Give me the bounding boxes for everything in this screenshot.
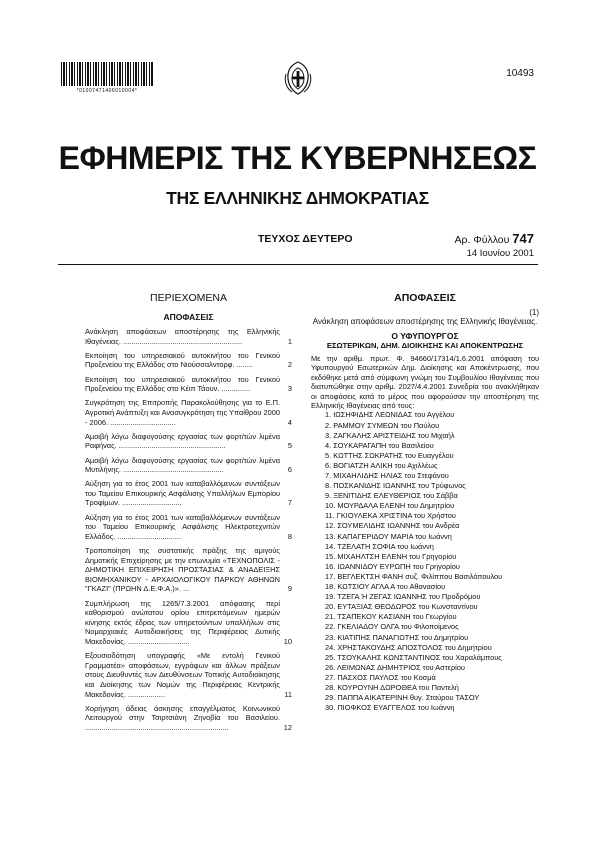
toc-entry-number: 3 bbox=[287, 384, 292, 394]
toc-entry-number: 5 bbox=[287, 441, 292, 451]
toc-entry-number: 4 bbox=[287, 417, 292, 427]
toc-entry-text: Εξουσιοδότηση υπογραφής «Με εντολή Γενικού Γραμματέα» αποφάσεων, εγγράφων και άλλων πράξεων στους Διευθυντές των Διευθύνσεων Τοπικής Αυτοδιοίκησης και Διοίκησης των Νομών της Περιφέρειας Κεντρικής Μακεδονίας. .................. bbox=[85, 651, 280, 699]
header-divider bbox=[58, 264, 538, 265]
list-item: 14. ΤΖΕΛΑΤΗ ΣΟΦΙΑ του Ιωάννη bbox=[325, 541, 434, 551]
toc-entry bbox=[85, 704, 292, 733]
issue-series: ΤΕΥΧΟΣ ΔΕΥΤΕΡΟ bbox=[258, 233, 353, 245]
toc-entry-text: Τροποποίηση της συστατικής πράξης της αμιγούς Δημοτικής Επιχείρησης με την επωνυμία «ΤΕΧΝΟΠΟΛΙΣ - ΔΗΜΟΤΙΚΗ ΕΠΙΧΕΙΡΗΣΗ ΠΡΟΣΤΑΣΙΑΣ & ΑΝΑΔΕΙΞΗΣ ΒΙΟΜΗΧΑΝΙΚΟΥ - ΑΡΧΑΙΟΛΟΓΙΚΟΥ ΠΑΡΚΟΥ ΑΘΗΝΩΝ "ΓΚΑΖΙ" (ΠΡΩΗΝ Δ.Ε.Φ.Α.)». ... bbox=[85, 546, 280, 594]
toc-entry bbox=[85, 651, 292, 699]
toc-entry bbox=[85, 546, 292, 594]
names-list bbox=[311, 410, 539, 713]
list-item: 21. ΤΣΑΠΕΚΟΥ ΚΑΣΙΑΝΗ του Γεωργίου bbox=[325, 612, 457, 622]
list-item: 30. ΠΙΟΦΚΟΣ ΕΥΑΓΓΕΛΟΣ του Ιωάννη bbox=[325, 703, 455, 713]
toc-entry-number: 2 bbox=[287, 360, 292, 370]
list-item: 13. ΚΑΠΑΓΕΡΙΔΟΥ ΜΑΡΙΑ του Ιωάννη bbox=[325, 531, 452, 541]
toc-entry-text: Αύξηση για το έτος 2001 των καταβαλλόμενων συντάξεων του Ταμείου Επικουρικής Ασφάλισης Υπαλλήλων Εμπορίου Τροφίμων. ............................. bbox=[85, 479, 280, 508]
list-item: 9. ΞΕΝΙΤΙΔΗΣ ΕΛΕΥΘΕΡΙΟΣ του Σάββα bbox=[325, 491, 458, 501]
list-item: 27. ΠΑΣΧΟΣ ΠΑΥΛΟΣ του Κοσμά bbox=[325, 672, 436, 682]
list-item: 28. ΚΟΥΡΟΥΝΗ ΔΩΡΟΘΕΑ του Παντελή bbox=[325, 682, 459, 692]
list-item: 17. ΒΕΓΛΕΚΤΣΗ ΦΑΝΗ συζ. Φιλίππου Βασιλόπουλου bbox=[325, 571, 503, 581]
list-item: 8. ΠΟΣΚΑΝΙΔΗΣ ΙΩΑΝΝΗΣ του Τρύφωνος bbox=[325, 481, 466, 491]
list-item: 16. ΙΩΑΝΝΙΔΟΥ ΕΥΡΩΠΗ του Γρηγορίου bbox=[325, 561, 460, 571]
list-item: 25. ΤΣΟΥΚΑΛΗΣ ΚΩΝΣΤΑΝΤΙΝΟΣ του Χαραλάμπους bbox=[325, 652, 502, 662]
list-item: 15. ΜΙΧΑΗΛΤΣΗ ΕΛΕΝΗ του Γρηγορίου bbox=[325, 551, 457, 561]
list-item: 29. ΠΑΠΠΑ ΑΙΚΑΤΕΡΙΝΗ θυγ. Σταύρου ΤΑΣΟΥ bbox=[325, 693, 480, 703]
barcode-number: *01007471406010004* bbox=[76, 88, 138, 94]
sheet-number-label: Αρ. Φύλλου bbox=[454, 234, 510, 246]
list-item: 4. ΣΟΥΚΑΡΑΓΑΠΗ του Βασιλείου bbox=[325, 440, 434, 450]
toc-entry-text: Εκποίηση του υπηρεσιακού αυτοκινήτου του Γενικού Προξενείου της Ελλάδος στο Νιούσσαλντορφ. ........ bbox=[85, 350, 280, 370]
toc-entry-text: Αύξηση για το έτος 2001 των καταβαλλόμενων συντάξεων του Ταμείου Επικουρικής Ασφάλισης Ηλεκτροτεχνιτών Ελλάδος. ............................... bbox=[85, 512, 280, 541]
sheet-number-value: 747 bbox=[512, 231, 534, 246]
toc-entry bbox=[85, 351, 292, 370]
toc-entry-number: 6 bbox=[287, 465, 292, 475]
list-item: 23. ΚΙΑΤΙΠΗΣ ΠΑΝΑΓΙΩΤΗΣ του Δημητρίου bbox=[325, 632, 469, 642]
toc-section: ΑΠΟΦΑΣΕΙΣ bbox=[163, 312, 214, 322]
toc-entry bbox=[85, 456, 292, 475]
list-item: 26. ΛΕΙΜΩΝΑΣ ΔΗΜΗΤΡΙΟΣ του Αστερίου bbox=[325, 662, 465, 672]
list-item: 24. ΧΡΗΣΤΑΚΟΥΔΗΣ ΑΠΟΣΤΟΛΟΣ του Δημητρίου bbox=[325, 642, 492, 652]
greek-coat-of-arms-icon bbox=[282, 60, 314, 96]
toc-entry-number: 11 bbox=[284, 689, 292, 699]
list-item: 12. ΣΟΥΜΕΛΙΔΗΣ ΙΩΑΝΝΗΣ του Ανδρέα bbox=[325, 521, 460, 531]
toc-entry bbox=[85, 599, 292, 647]
toc-entry bbox=[85, 327, 292, 346]
minister-title: Ο ΥΦΥΠΟΥΡΓΟΣ bbox=[391, 331, 459, 341]
decisions-heading: ΑΠΟΦΑΣΕΙΣ bbox=[394, 292, 456, 304]
toc-entry bbox=[85, 513, 292, 542]
toc-entry bbox=[85, 432, 292, 451]
toc-entry-number: 1 bbox=[287, 336, 292, 346]
list-item: 10. ΜΟΥΡΔΑΛΑ ΕΛΕΝΗ του Δημητρίου bbox=[325, 501, 455, 511]
gazette-subtitle: ΤΗΣ ΕΛΛΗΝΙΚΗΣ ΔΗΜΟΚΡΑΤΙΑΣ bbox=[166, 188, 429, 208]
toc-entry-number: 7 bbox=[287, 498, 292, 508]
decisions-column bbox=[311, 292, 539, 713]
toc-entry bbox=[85, 375, 292, 394]
decision-paragraph: Με την αριθμ. πρωτ. Φ. 94660/17314/1.6.2001 απόφαση του Υφυπουργού Εσωτερικών Δημ. Διοίκησης και Αποκέντρωσης, που εκδόθηκε μετά από σύμφωνη γνώμη του Συμβουλίου Ιθαγένειας που διατυπώθηκε στην αριθμ. 2027/4.4.2001 Συνεδρία του ανακλήθηκαν οι αποφάσεις κατά το μέρος που αφορούσαν την αποστέρηση της Ελληνικής Ιθαγένειας από τους: bbox=[311, 354, 539, 411]
toc-entry bbox=[85, 398, 292, 427]
issue-date: 14 Ιουνίου 2001 bbox=[466, 248, 534, 259]
decision-ref: (1) bbox=[529, 308, 539, 317]
list-item: 5. ΚΩΤΤΗΣ ΣΩΚΡΑΤΗΣ του Ευαγγέλου bbox=[325, 450, 454, 460]
toc-entry-text: Αμοιβή λόγω διαφυγούσης εργασίας των φορτ/τών λιμένα Ραφήνας. .................................................... bbox=[85, 431, 280, 451]
decision-title: Ανάκληση αποφάσεων αποστέρησης της Ελληνικής Ιθαγένειας. bbox=[312, 317, 538, 326]
toc-list bbox=[85, 327, 292, 733]
list-item: 2. ΡΑΜΜΟΥ ΣΥΜΕΩΝ του Παύλου bbox=[325, 420, 440, 430]
toc-entry-number: 12 bbox=[283, 722, 292, 732]
list-item: 6. ΒΟΓΙΑΤΖΗ ΑΛΙΚΗ του Αχιλλέως bbox=[325, 460, 438, 470]
toc-entry-text: Ανάκληση αποφάσεων αποστέρησης της Ελληνικής Ιθαγένειας. .......................................................... bbox=[85, 327, 280, 346]
toc-entry-number: 10 bbox=[283, 636, 292, 646]
list-item: 3. ΖΑΓΚΑΛΗΣ ΑΡΙΣΤΕΙΔΗΣ του Μιχαήλ bbox=[325, 430, 455, 440]
barcode bbox=[61, 62, 153, 86]
list-item: 20. ΕΥΤΑΞΙΑΣ ΘΕΟΔΩΡΟΣ του Κωνσταντίνου bbox=[325, 602, 478, 612]
list-item: 7. ΜΙΧΑΗΛΙΔΗΣ ΗΛΙΑΣ του Στεφάνου bbox=[325, 471, 449, 480]
toc-entry bbox=[85, 479, 292, 508]
table-of-contents bbox=[85, 292, 292, 737]
list-item: 19. ΤΖΕΓΑ Ή ΖΕΓΑΣ ΙΩΑΝΝΗΣ του Προδρόμου bbox=[325, 592, 481, 602]
toc-entry-text: Αμοιβή λόγω διαφυγούσης εργασίας των φορτ/τών λιμένα Μυτιλήνης. ................................................. bbox=[85, 455, 280, 475]
toc-entry-number: 9 bbox=[287, 584, 292, 594]
list-item: 1. ΙΩΣΗΦΙΔΗΣ ΛΕΩΝΙΔΑΣ του Αγγέλου bbox=[325, 410, 455, 420]
gazette-title: ΕΦΗΜΕΡΙΣ ΤΗΣ ΚΥΒΕΡΝΗΣΕΩΣ bbox=[58, 140, 537, 176]
page-number: 10493 bbox=[506, 68, 534, 79]
toc-entry-number: 8 bbox=[287, 531, 292, 541]
toc-entry-text: Συμπλήρωση της 1265/7.3.2001 απόφασης περί καθορισμού ανώτατου ορίου επιτρεπόμενων ημερών κίνησης εκτός έδρας των υπηρετούντων υπαλλήλων στις Νομαρχιακές Αυτοδιοικήσεις της Περιφέρειας Δυτικής Μακεδονίας. .............................. bbox=[85, 598, 280, 646]
list-item: 18. ΚΩΤΣΙΟΥ ΑΓΛΑ Α του Αθανασίου bbox=[325, 582, 446, 592]
list-item: 11. ΓΚΙΟΥΛΕΚΑ ΧΡΙΣΤΙΝΑ του Χρήστου bbox=[325, 511, 456, 521]
toc-heading: ΠΕΡΙΕΧΟΜΕΝΑ bbox=[149, 292, 228, 304]
toc-entry-text: Χορήγηση άδειας άσκησης επαγγέλματος Κοινωνικού Λειτουργού στην Τσιρτσιάνη Ζηνοβία του Βασιλείου. ...................................................................... bbox=[85, 703, 280, 732]
sheet-number bbox=[455, 231, 534, 246]
toc-entry-text: Εκποίηση του υπηρεσιακού αυτοκινήτου του Γενικού Προξενείου της Ελλάδος στο Κέιπ Τάουν. .............. bbox=[85, 374, 280, 394]
list-item: 22. ΓΚΕΛΙΑΔΟΥ ΟΛΓΑ του Φιλοποίμενος bbox=[325, 622, 459, 632]
ministry-name: ΕΣΩΤΕΡΙΚΩΝ, ΔΗΜ. ΔΙΟΙΚΗΣΗΣ ΚΑΙ ΑΠΟΚΕΝΤΡΩΣΗΣ bbox=[326, 341, 524, 350]
toc-entry-text: Συγκρότηση της Επιτροπής Παρακολούθησης για το Ε.Π. Αγροτική Ανάπτυξη και Ανασυγκρότηση της Υπαίθρου 2000 - 2006. ................................ bbox=[85, 398, 280, 427]
